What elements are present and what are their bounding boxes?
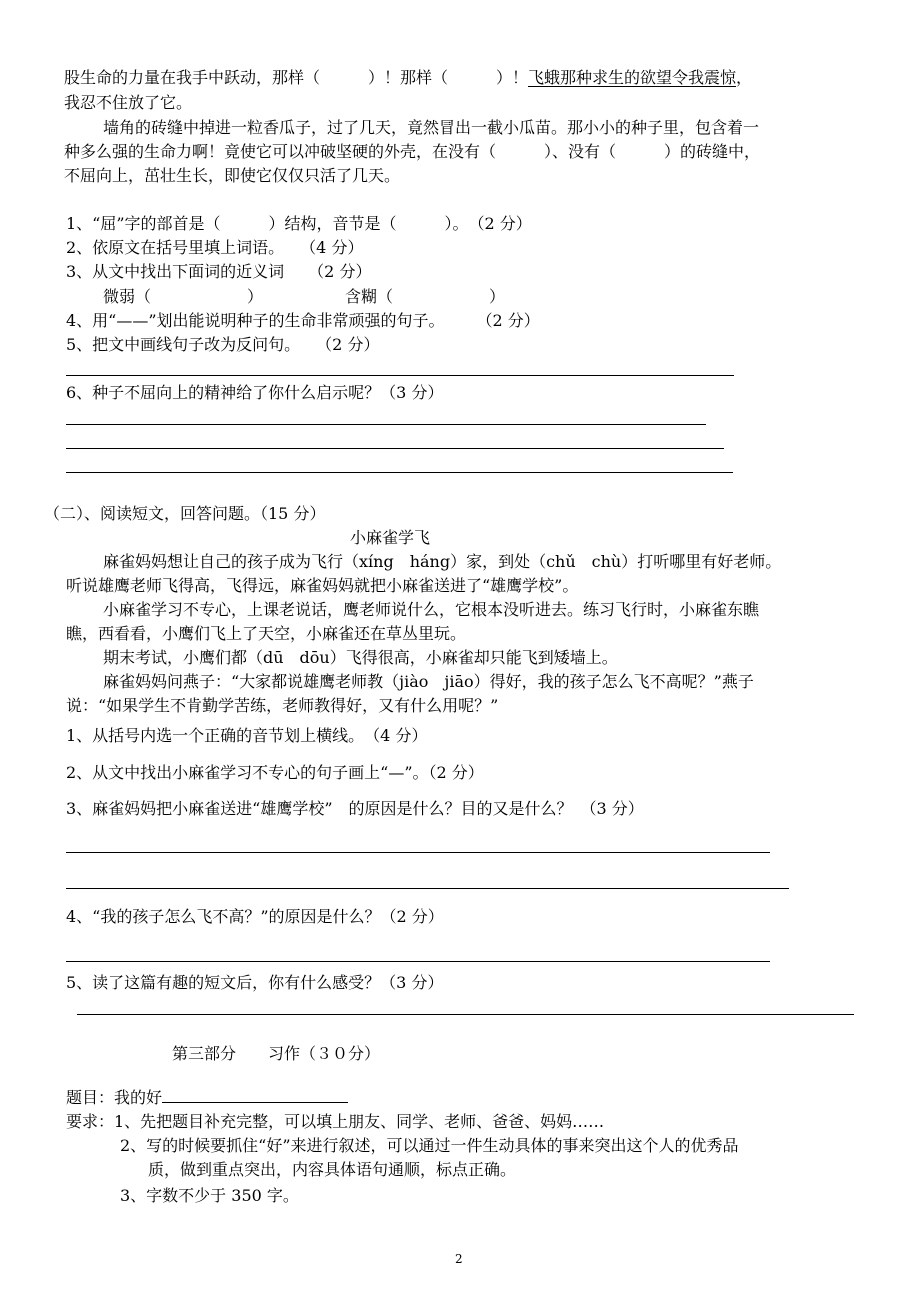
requirement-2: 2、写的时候要抓住“好”来进行叙述，可以通过一件生动具体的事来突出这个人的优秀品: [120, 1136, 739, 1155]
essay-topic: 题目：我的好: [66, 1088, 348, 1108]
underlined-sentence: 飞蛾那种求生的欲望令我震惊: [528, 68, 737, 87]
passage-line: 股生命的力量在我手中跃动，那样（ ）！那样（ ）！飞蛾那种求生的欲望令我震惊，: [64, 68, 753, 87]
story-title: 小麻雀学飞: [350, 528, 431, 547]
question-5: 5、把文中画线句子改为反问句。 （2 分）: [66, 335, 380, 354]
answer-line[interactable]: [66, 852, 770, 853]
question-4: 4、用“——”划出能说明种子的生命非常顽强的句子。 （2 分）: [66, 311, 540, 330]
answer-line[interactable]: [66, 448, 724, 449]
question-6: 6、种子不屈向上的精神给了你什么启示呢？（3 分）: [66, 383, 444, 402]
requirement-2-cont: 质，做到重点突出，内容具体语句通顺，标点正确。: [148, 1160, 517, 1179]
story-line: 麻雀妈妈问燕子：“大家都说雄鹰老师教（jiào jiāo）得好，我的孩子怎么飞不高呢？”燕子: [103, 672, 754, 691]
requirement-1: 要求：1、先把题目补充完整，可以填上朋友、同学、老师、爸爸、妈妈……: [66, 1112, 605, 1131]
question-3: 3、从文中找出下面词的近义词 （2 分）: [66, 262, 372, 281]
section-heading: （二）、阅读短文，回答问题。（15 分）: [44, 504, 326, 523]
answer-line[interactable]: [66, 424, 706, 425]
question-3-word-1: 微弱（ ）: [103, 287, 264, 306]
answer-line[interactable]: [66, 375, 734, 376]
answer-line[interactable]: [66, 888, 789, 889]
story-line: 小麻雀学习不专心，上课老说话，鹰老师说什么，它根本没听进去。练习飞行时，小麻雀东瞧: [103, 600, 760, 619]
passage-line: 种多么强的生命力啊！竟使它可以冲破坚硬的外壳，在没有（ ）、没有（ ）的砖缝中，: [64, 142, 761, 161]
story-question-5: 5、读了这篇有趣的短文后，你有什么感受？（3 分）: [66, 973, 444, 992]
story-question-3: 3、麻雀妈妈把小麻雀送进“雄鹰学校” 的原因是什么？目的又是什么？ （3 分）: [66, 799, 644, 818]
requirement-3: 3、字数不少于 350 字。: [120, 1186, 299, 1205]
answer-line[interactable]: [77, 1014, 854, 1015]
story-question-1: 1、从括号内选一个正确的音节划上横线。 （4 分）: [66, 726, 428, 745]
story-line: 瞧，西看看，小鹰们飞上了天空，小麻雀还在草丛里玩。: [66, 624, 467, 643]
story-line: 期末考试，小鹰们都（dū dōu）飞得很高，小麻雀却只能飞到矮墙上。: [103, 648, 618, 667]
story-question-2: 2、从文中找出小麻雀学习不专心的句子画上“—”。（2 分）: [66, 763, 484, 782]
passage-line: 我忍不住放了它。: [64, 93, 193, 112]
answer-line[interactable]: [66, 961, 770, 962]
story-line: 听说雄鹰老师飞得高，飞得远，麻雀妈妈就把小麻雀送进了“雄鹰学校”。: [66, 576, 579, 595]
passage-line: 不屈向上，茁壮生长，即使它仅仅只活了几天。: [64, 166, 401, 185]
story-line: 说：“如果学生不肯勤学苦练，老师教得好，又有什么用呢？”: [66, 696, 499, 715]
story-question-4: 4、“我的孩子怎么飞不高？”的原因是什么？（2 分）: [66, 907, 444, 926]
question-3-word-2: 含糊（ ）: [345, 287, 506, 306]
question-1: 1、“屈”字的部首是（ ）结构，音节是（ ）。 （2 分）: [66, 214, 532, 233]
answer-line[interactable]: [66, 472, 733, 473]
question-2: 2、依原文在括号里填上词语。 （4 分）: [66, 238, 364, 257]
topic-blank[interactable]: [162, 1088, 348, 1103]
passage-line: 墙角的砖缝中掉进一粒香瓜子，过了几天，竟然冒出一截小瓜苗。那小小的种子里，包含着一: [103, 118, 760, 137]
part-heading: 第三部分 习作（３０分）: [172, 1044, 381, 1063]
story-line: 麻雀妈妈想让自己的孩子成为飞行（xíng háng）家，到处（chǔ chù）打听哪里有好老师。: [103, 552, 782, 571]
page-number: 2: [455, 1252, 463, 1266]
